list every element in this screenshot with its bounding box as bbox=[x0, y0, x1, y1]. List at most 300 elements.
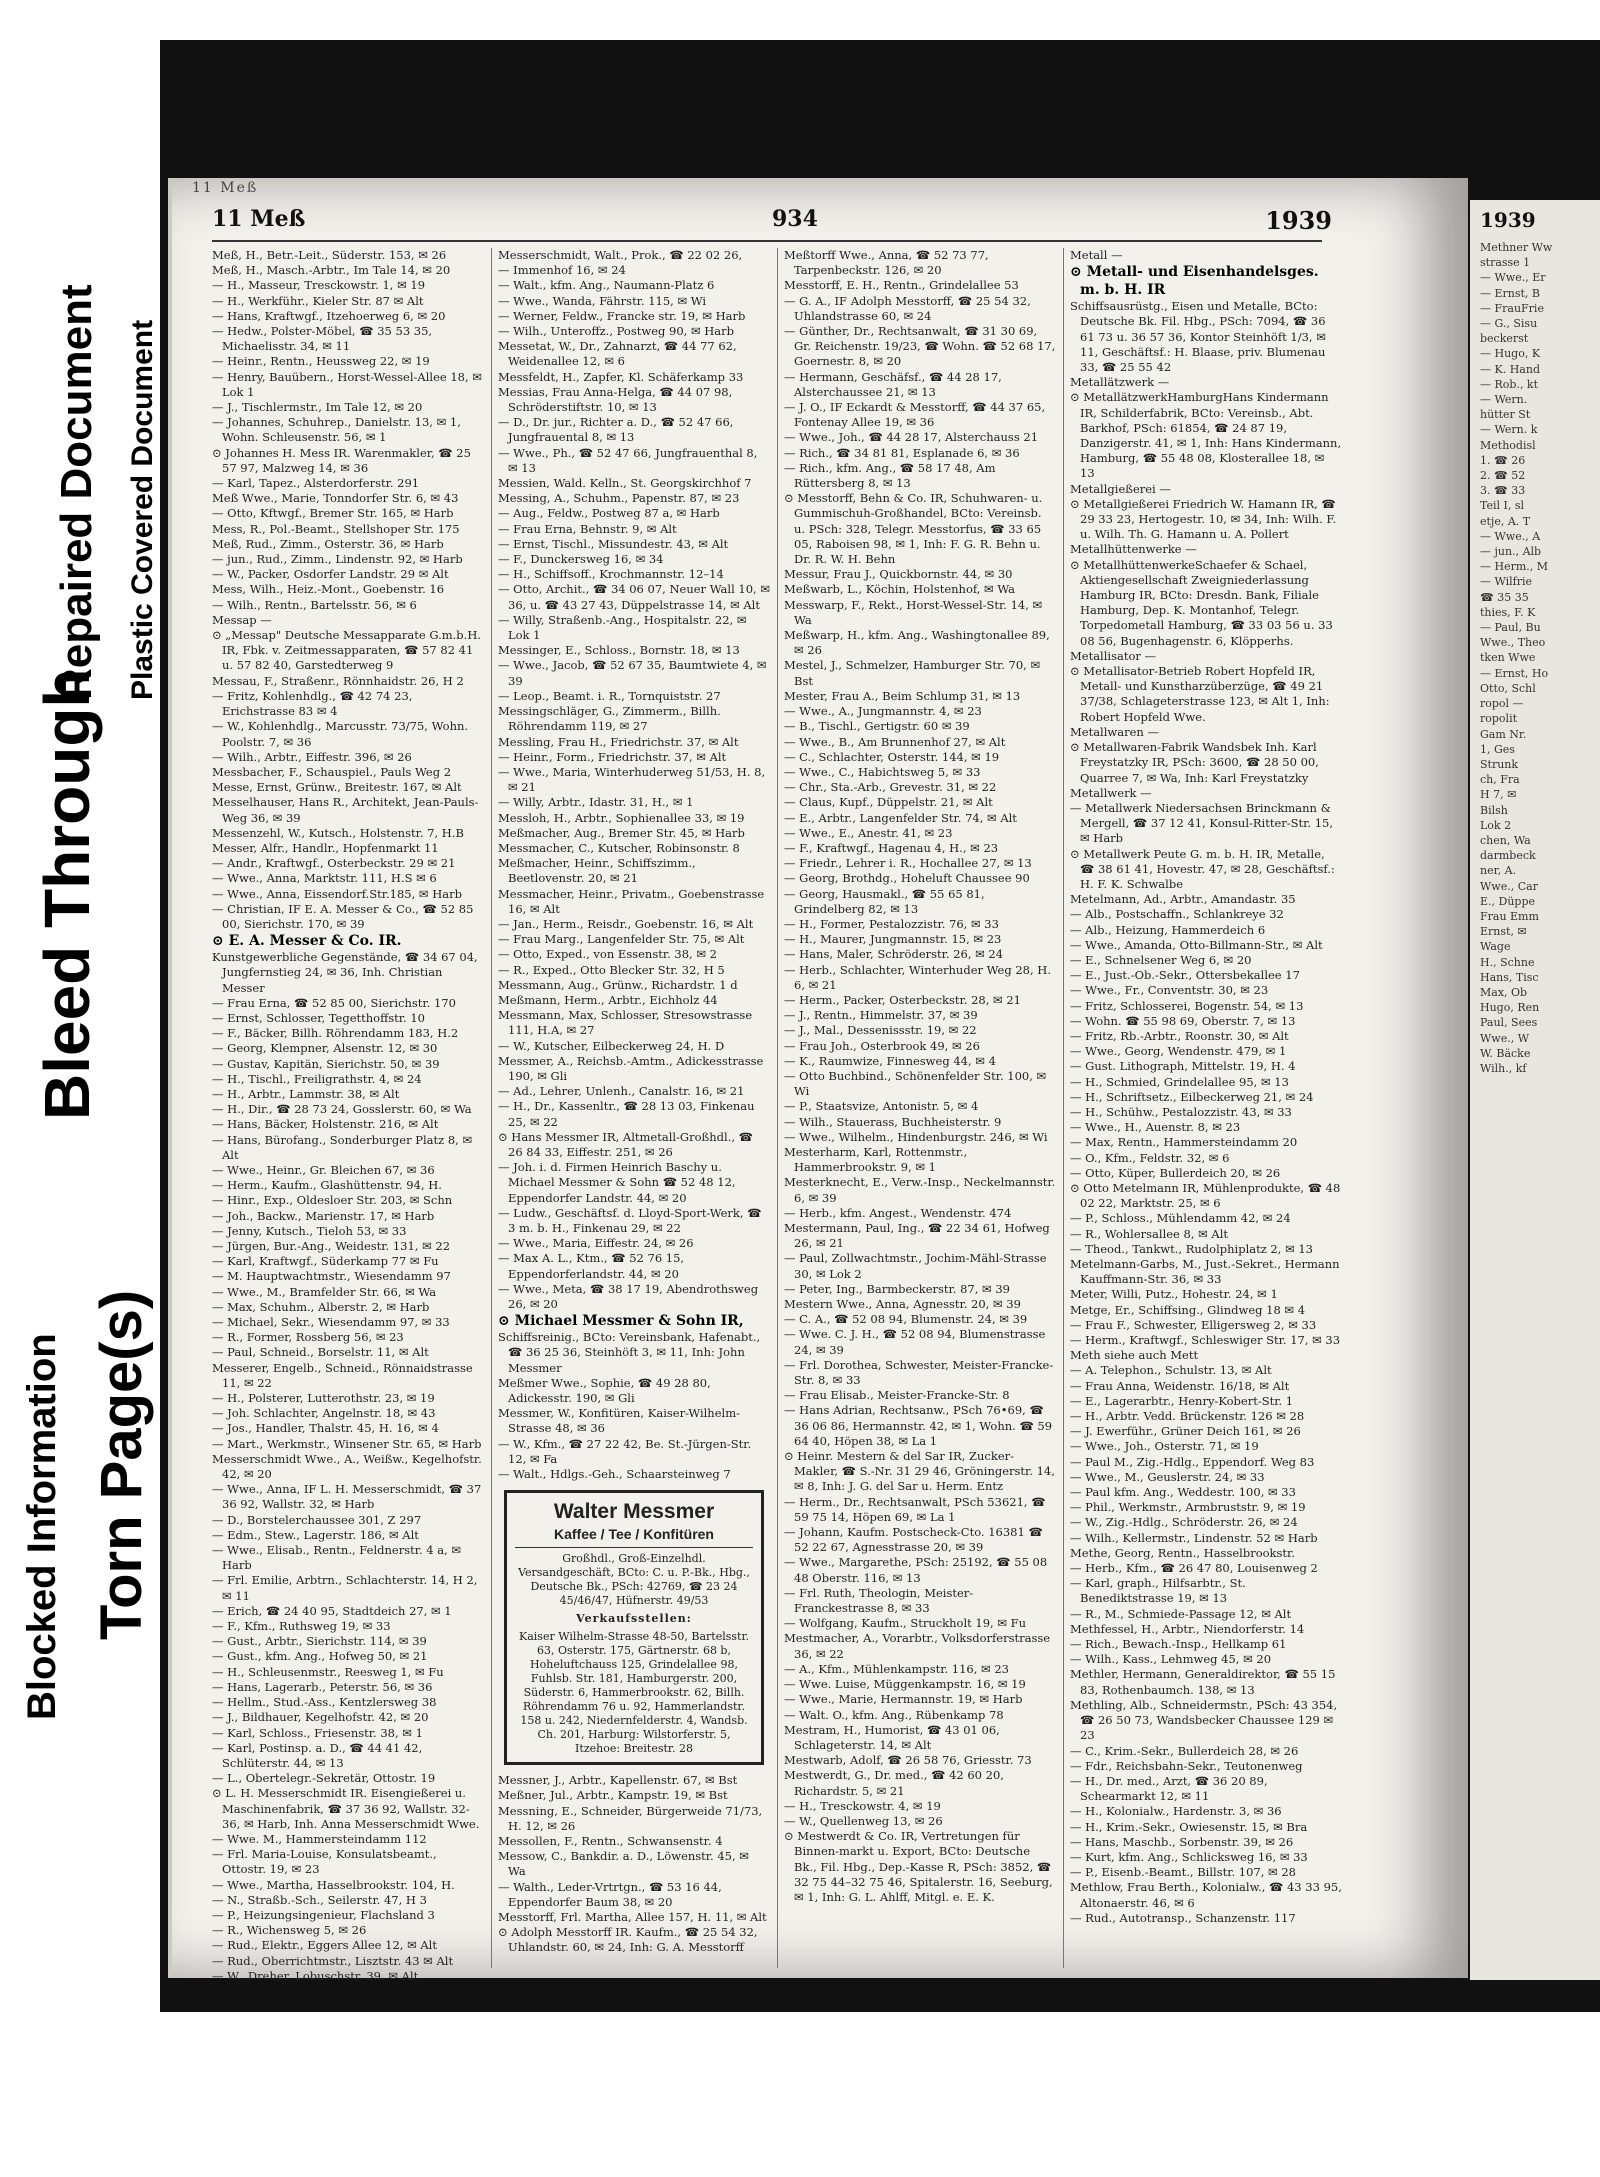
directory-entry: — Leop., Beamt. i. R., Tornquiststr. 27 bbox=[498, 688, 721, 703]
directory-entry: — Gust., Arbtr., Sierichstr. 114, ✉ 39 bbox=[212, 1634, 427, 1649]
directory-entry: — Günther, Dr., Rechtsanwalt, ☎ 31 30 69, Gr. Reichenstr. 19/23, ☎ Wohn. ☎ 52 68 17, Goernestr. 8, ✉ 20 bbox=[784, 324, 1056, 369]
directory-entry: Messien, Wald. Kelln., St. Georgskirchhof 7 bbox=[498, 476, 752, 491]
directory-entry: Meter, Willi, Putz., Hohestr. 24, ✉ 1 bbox=[1070, 1287, 1278, 1302]
directory-entry: — Mart., Werkmstr., Winsener Str. 65, ✉ Harb bbox=[212, 1436, 482, 1451]
directory-entry: — Wwe., Anna, IF L. H. Messerschmidt, ☎ 37 36 92, Wallstr. 32, ✉ Harb bbox=[212, 1482, 482, 1512]
directory-entry: Meß Wwe., Marie, Tonndorfer Str. 6, ✉ 43 bbox=[212, 491, 459, 506]
right-page-entry: Wwe., W bbox=[1480, 1031, 1530, 1045]
directory-entry: — Otto, Exped., von Essenstr. 38, ✉ 2 bbox=[498, 947, 717, 962]
directory-entry: — Walt. O., kfm. Ang., Rübenkamp 78 bbox=[784, 1707, 1004, 1722]
directory-entry: — W., Kohlenhdlg., Marcusstr. 73/75, Wohn. Poolstr. 7, ✉ 36 bbox=[212, 719, 469, 749]
directory-entry: — Herb., Kfm., ☎ 26 47 80, Louisenweg 2 bbox=[1070, 1561, 1318, 1576]
stamp-torn-pages: Torn Page(s) bbox=[89, 1289, 154, 1640]
directory-entry: Schiffsreinig., BCto: Vereinsbank, Hafenabt., ☎ 36 25 36, Steinhöft 3, ✉ 11, Inh: John Messmer bbox=[498, 1330, 761, 1375]
right-page-entry: ☎ 35 35 bbox=[1480, 590, 1529, 604]
directory-entry: — Otto, Küper, Bullerdeich 20, ✉ 26 bbox=[1070, 1165, 1281, 1180]
right-page-entry: Gam Nr. bbox=[1480, 727, 1527, 741]
directory-entry: — E., Lagerarbtr., Henry-Kobert-Str. 1 bbox=[1070, 1393, 1294, 1408]
directory-entry: Mestermann, Paul, Ing., ☎ 22 34 61, Hofweg 26, ✉ 21 bbox=[784, 1221, 1050, 1251]
directory-entry: — Hans, Maschb., Sorbenstr. 39, ✉ 26 bbox=[1070, 1834, 1294, 1849]
scan-dark-corner bbox=[1365, 40, 1600, 170]
directory-entry: Meßwarb, L., Köchin, Holstenhof, ✉ Wa bbox=[784, 582, 1016, 597]
directory-entry: — Wwe. Luise, Müggenkampstr. 16, ✉ 19 bbox=[784, 1677, 1026, 1692]
directory-entry: — Wolfgang, Kaufm., Struckholt 19, ✉ Fu bbox=[784, 1616, 1027, 1631]
directory-entry: — Joh. i. d. Firmen Heinrich Baschy u. Michael Messmer & Sohn ☎ 52 48 12, Eppendorfer Landstr. 44, ✉ 20 bbox=[498, 1160, 736, 1205]
directory-entry: — E., Arbtr., Langenfelder Str. 74, ✉ Alt bbox=[784, 810, 1017, 825]
directory-entry: — Paul kfm. Ang., Weddestr. 100, ✉ 33 bbox=[1070, 1485, 1296, 1500]
directory-entry: ⊙ Metall- und Eisenhandelsges. m. b. H. IR bbox=[1070, 264, 1319, 299]
directory-entry: — Fdr., Reichsbahn-Sekr., Teutonenweg bbox=[1070, 1758, 1303, 1773]
directory-entry: Messmer, A., Reichsb.-Amtm., Adickesstrasse 190, ✉ Gli bbox=[498, 1053, 764, 1083]
directory-entry: — Wwe., Wanda, Fährstr. 115, ✉ Wi bbox=[498, 293, 707, 308]
directory-entry: — Friedr., Lehrer i. R., Hochallee 27, ✉ 13 bbox=[784, 856, 1032, 871]
directory-entry: — Karl, Postinsp. a. D., ☎ 44 41 42, Schlüterstr. 44, ✉ 13 bbox=[212, 1740, 423, 1770]
directory-entry: Messerschmidt, Walt., Prok., ☎ 22 02 26, bbox=[498, 248, 743, 262]
directory-entry: — H., Dir., ☎ 28 73 24, Gosslerstr. 60, ✉ Wa bbox=[212, 1102, 472, 1117]
directory-entry: — H., Tresckowstr. 4, ✉ 19 bbox=[784, 1798, 941, 1813]
directory-entry: — W., Kfm., ☎ 27 22 42, Be. St.-Jürgen-Str. 12, ✉ Fa bbox=[498, 1436, 752, 1466]
directory-entry: Messollen, F., Rentn., Schwansenstr. 4 bbox=[498, 1834, 723, 1849]
directory-entry: — Rud., Elektr., Eggers Allee 12, ✉ Alt bbox=[212, 1938, 437, 1953]
directory-entry: — F., Kraftwgf., Hagenau 4, H., ✉ 23 bbox=[784, 840, 999, 855]
directory-entry: — N., Straßb.-Sch., Seilerstr. 47, H 3 bbox=[212, 1892, 427, 1907]
right-page-entry: — FrauFrie bbox=[1480, 301, 1544, 315]
directory-entry: Messinger, E., Schloss., Bornstr. 18, ✉ 13 bbox=[498, 643, 740, 658]
directory-entry: — Wwe., Heinr., Gr. Bleichen 67, ✉ 36 bbox=[212, 1162, 435, 1177]
right-page-entry: Max, Ob bbox=[1480, 985, 1528, 999]
directory-entry: — Wwe. M., Hammersteindamm 112 bbox=[212, 1831, 427, 1846]
directory-entry: — Frau Marg., Langenfelder Str. 75, ✉ Alt bbox=[498, 932, 745, 947]
directory-entry: — Johann, Kaufm. Postscheck-Cto. 16381 ☎ 52 22 67, Agnesstrasse 20, ✉ 39 bbox=[784, 1525, 1043, 1555]
directory-entry: — L., Obertelegr.-Sekretär, Ottostr. 19 bbox=[212, 1771, 436, 1786]
right-page-entry: Wwe., Car bbox=[1480, 879, 1538, 893]
directory-entry: Meth siehe auch Mett bbox=[1070, 1348, 1199, 1363]
directory-entry: — Hinr., Exp., Oldesloer Str. 203, ✉ Schn bbox=[212, 1193, 453, 1208]
right-page-year: 1939 bbox=[1480, 208, 1536, 232]
right-page-entry: Lok 2 bbox=[1480, 818, 1512, 832]
directory-entry: — Wwe., Anna, Eissendorf.Str.185, ✉ Harb bbox=[212, 886, 462, 901]
directory-entry: Meßmacher, Heinr., Schiffszimm., Beetlovenstr. 20, ✉ 21 bbox=[498, 856, 696, 886]
stamp-blocked-information: Blocked Information bbox=[20, 1333, 64, 1720]
right-page-entry: — K. Hand bbox=[1480, 362, 1540, 376]
directory-entry: — H., Maurer, Jungmannstr. 15, ✉ 23 bbox=[784, 932, 1002, 947]
right-page-entry: strasse 1 bbox=[1480, 256, 1531, 270]
header-year: 1939 bbox=[1265, 206, 1332, 235]
directory-entry: Messmann, Max, Schlosser, Stresowstrasse 111, H.A, ✉ 27 bbox=[498, 1008, 753, 1038]
column-divider bbox=[777, 248, 778, 1968]
directory-entry: Meßner, Jul., Arbtr., Kampstr. 19, ✉ Bst bbox=[498, 1788, 728, 1803]
directory-entry: — Ludw., Geschäftsf. d. Lloyd-Sport-Werk, ☎ 3 m. b. H., Finkenau 29, ✉ 22 bbox=[498, 1205, 762, 1235]
directory-entry: — H., Schriftsetz., Eilbeckerweg 21, ✉ 24 bbox=[1070, 1089, 1314, 1104]
right-page-entry: 3. ☎ 33 bbox=[1480, 484, 1526, 498]
directory-entry: — Edm., Stew., Lagerstr. 186, ✉ Alt bbox=[212, 1527, 419, 1542]
directory-entry: — Wilh., Stauerass, Buchheisterstr. 9 bbox=[784, 1114, 1002, 1129]
ad-title: Walter Messmer bbox=[553, 1500, 715, 1524]
directory-entry: — Fritz, Schlosserei, Bogenstr. 54, ✉ 13 bbox=[1070, 998, 1304, 1013]
directory-entry: — Karl, Kraftwgf., Süderkamp 77 ✉ Fu bbox=[212, 1254, 439, 1269]
right-page-entry: hütter St bbox=[1480, 408, 1531, 422]
directory-entry: Messfeldt, H., Zapfer, Kl. Schäferkamp 33 bbox=[498, 369, 744, 384]
directory-entry: — W., Packer, Osdorfer Landstr. 29 ✉ Alt bbox=[212, 567, 449, 582]
directory-entry: ⊙ Mestwerdt & Co. IR, Vertretungen für Binnen-markt u. Export, BCto: Deutsche Bk., Fil. Hbg., Dep.-Kasse R, PSch: 3852, ☎ 32 75 44–32 75 46, Spitalerstr. 16, Seeburg, ✉ 1, Inh: G. L. Ahlff, Mitgl. e. E. K. bbox=[784, 1829, 1053, 1904]
directory-entry: — Wilh., Kass., Lehmweg 45, ✉ 20 bbox=[1070, 1652, 1272, 1667]
directory-entry: Metall — bbox=[1070, 248, 1123, 262]
right-page-entry: H., Schne bbox=[1480, 955, 1535, 969]
right-page-entry: 1, Ges bbox=[1480, 742, 1515, 756]
directory-entry: — H., Masseur, Tresckowstr. 1, ✉ 19 bbox=[212, 278, 426, 293]
directory-entry: — Hans, Bäcker, Holstenstr. 216, ✉ Alt bbox=[212, 1117, 439, 1132]
directory-entry: — Alb., Heizung, Hammerdeich 6 bbox=[1070, 922, 1266, 937]
directory-entry: — Max, Rentn., Hammersteindamm 20 bbox=[1070, 1135, 1298, 1150]
directory-entry: Metelmann-Garbs, M., Just.-Sekret., Hermann Kauffmann-Str. 36, ✉ 33 bbox=[1070, 1257, 1340, 1287]
ad-subtitle: Kaffee / Tee / Konfitüren bbox=[515, 1525, 753, 1548]
directory-entry: ⊙ E. A. Messer & Co. IR. bbox=[212, 933, 402, 950]
ad-body: Großhdl., Groß-Einzelhdl. Versandgeschäft, BCto: C. u. P.-Bk., Hbg., Deutsche Bk., PSch: 42769, ☎ 23 24 45/46/47, Hüfnerstr. 49/53 bbox=[518, 1552, 750, 1608]
directory-entry: — Georg, Hausmakl., ☎ 55 65 81, Grindelberg 82, ✉ 13 bbox=[784, 886, 985, 916]
directory-entry: — H., Arbtr. Vedd. Brückenstr. 126 ✉ 28 bbox=[1070, 1409, 1305, 1424]
directory-entry: Meßwarp, H., kfm. Ang., Washingtonallee 89, ✉ 26 bbox=[784, 628, 1050, 658]
directory-entry: — Immenhof 16, ✉ 24 bbox=[498, 263, 626, 278]
directory-entry: — Wwe., Margarethe, PSch: 25192, ☎ 55 08 48 Oberstr. 116, ✉ 13 bbox=[784, 1555, 1048, 1585]
directory-entry: Messias, Frau Anna-Helga, ☎ 44 07 98, Schröderstiftstr. 10, ✉ 13 bbox=[498, 384, 733, 415]
directory-entry: Meßmann, Herm., Arbtr., Eichholz 44 bbox=[498, 992, 718, 1007]
directory-entry: — Otto Buchbind., Schönenfelder Str. 100, ✉ Wi bbox=[784, 1068, 1047, 1099]
directory-entry: Metge, Er., Schiffsing., Glindweg 18 ✉ 4 bbox=[1070, 1302, 1306, 1317]
directory-entry: — G. A., IF Adolph Messtorff, ☎ 25 54 32, Uhlandstrasse 60, ✉ 24 bbox=[784, 293, 1031, 323]
directory-entry: Meß, Rud., Zimm., Osterstr. 36, ✉ Harb bbox=[212, 536, 444, 551]
directory-entry: — Gust. Lithograph, Mittelstr. 19, H. 4 bbox=[1070, 1059, 1296, 1074]
directory-entry: — Frau Joh., Osterbrook 49, ✉ 26 bbox=[784, 1038, 980, 1053]
directory-entry: — Wwe., Joh., ☎ 44 28 17, Alsterchauss 21 bbox=[784, 430, 1039, 445]
directory-entry: — Joh., Backw., Marienstr. 17, ✉ Harb bbox=[212, 1208, 435, 1223]
directory-entry: — Frl. Dorothea, Schwester, Meister-Francke-Str. 8, ✉ 33 bbox=[784, 1357, 1054, 1388]
directory-entry: — Wwe. C. J. H., ☎ 52 08 94, Blumenstrasse 24, ✉ 39 bbox=[784, 1327, 1046, 1357]
directory-entry: — D., Dr. jur., Richter a. D., ☎ 52 47 66, Jungfrauental 8, ✉ 13 bbox=[498, 415, 734, 445]
directory-entry: Kunstgewerbliche Gegenstände, ☎ 34 67 04, Jungfernstieg 24, ✉ 36, Inh. Christian Messer bbox=[212, 950, 478, 995]
directory-entry: — Wwe., Maria, Winterhuderweg 51/53, H. 8, ✉ 21 bbox=[498, 764, 766, 795]
directory-entry: Metelmann, Ad., Arbtr., Amandastr. 35 bbox=[1070, 892, 1296, 907]
directory-entry: Messetat, W., Dr., Zahnarzt, ☎ 44 77 62, Weidenallee 12, ✉ 6 bbox=[498, 339, 737, 369]
right-page-entry: ch, Fra bbox=[1480, 773, 1520, 787]
directory-entry: — Wwe., H., Auenstr. 8, ✉ 23 bbox=[1070, 1120, 1241, 1135]
directory-entry: — Karl, Tapez., Alsterdorferstr. 291 bbox=[212, 476, 420, 491]
right-page-entry: Teil I, sl bbox=[1480, 499, 1525, 513]
right-page-entry: — Wern. k bbox=[1480, 423, 1538, 437]
directory-entry: Methling, Alb., Schneidermstr., PSch: 43 354, ☎ 26 50 73, Wandsbecker Chaussee 129 ✉ 23 bbox=[1070, 1697, 1338, 1743]
directory-entry: — B., Tischl., Gertigstr. 60 ✉ 39 bbox=[784, 719, 970, 734]
directory-entry: Mestwerdt, G., Dr. med., ☎ 42 60 20, Richardstr. 5, ✉ 21 bbox=[784, 1768, 1004, 1798]
right-page-entry: Paul, Sees bbox=[1480, 1016, 1538, 1030]
directory-entry: — Hans Adrian, Rechtsanw., PSch 76•69, ☎ 36 06 86, Hermannstr. 42, ✉ 1, Wohn. ☎ 59 64 40, Höpen 38, ✉ La 1 bbox=[784, 1403, 1053, 1448]
stamp-bleed-through: Bleed Through bbox=[31, 668, 103, 1120]
directory-entry: — Paul M., Zig.-Hdlg., Eppendorf. Weg 83 bbox=[1070, 1454, 1315, 1469]
directory-entry: — Phil., Werkmstr., Armbruststr. 9, ✉ 19 bbox=[1070, 1500, 1306, 1515]
directory-entry: — Herm., Dr., Rechtsanwalt, PSch 53621, ☎ 59 75 14, Höpen 69, ✉ La 1 bbox=[784, 1494, 1046, 1524]
directory-entry: — Christian, IF E. A. Messer & Co., ☎ 52 85 00, Sierichstr. 170, ✉ 39 bbox=[212, 901, 474, 931]
directory-entry: — J., Rentn., Himmelstr. 37, ✉ 39 bbox=[784, 1008, 978, 1023]
right-page-entry: — jun., Alb bbox=[1480, 545, 1542, 559]
directory-entry: — Herm., Kraftwgf., Schleswiger Str. 17, ✉ 33 bbox=[1070, 1333, 1341, 1348]
directory-entry: — Wwe., Marie, Hermannstr. 19, ✉ Harb bbox=[784, 1692, 1023, 1707]
stamp-repaired-document: Repaired Document bbox=[52, 284, 101, 700]
directory-entry: — Walth., Leder-Vrtrtgn., ☎ 53 16 44, Eppendorfer Baum 38, ✉ 20 bbox=[498, 1879, 722, 1909]
directory-entry: — R., Wohlersallee 8, ✉ Alt bbox=[1070, 1226, 1229, 1241]
directory-entry: ⊙ Johannes H. Mess IR. Warenmakler, ☎ 25 57 97, Malzweg 14, ✉ 36 bbox=[212, 445, 471, 475]
directory-entry: — Rud., Autotransp., Schanzenstr. 117 bbox=[1070, 1910, 1296, 1925]
directory-entry: — Wwe., Elisab., Rentn., Feldnerstr. 4 a, ✉ Harb bbox=[212, 1543, 462, 1573]
directory-entry: Messtorff, E. H., Rentn., Grindelallee 53 bbox=[784, 278, 1019, 293]
directory-page-left bbox=[168, 178, 1468, 1983]
directory-entry: Mess, Wilh., Heiz.-Mont., Goebenstr. 16 bbox=[212, 582, 445, 597]
directory-entry: Metallwaren — bbox=[1070, 724, 1159, 739]
directory-entry: — E., Schnelsener Weg 6, ✉ 20 bbox=[1070, 952, 1252, 967]
directory-entry: — Wwe., B., Am Brunnenhof 27, ✉ Alt bbox=[784, 734, 1006, 749]
right-page-entry: — Herm., M bbox=[1480, 560, 1549, 574]
directory-entry: — Jürgen, Bur.-Ang., Weidestr. 131, ✉ 22 bbox=[212, 1239, 451, 1253]
directory-entry: — Ernst, Schlosser, Tegetthoffstr. 10 bbox=[212, 1010, 425, 1025]
directory-entry: — Willy, Arbtr., Idastr. 31, H., ✉ 1 bbox=[498, 795, 694, 810]
directory-entry: Messerer, Engelb., Schneid., Rönnaidstrasse 11, ✉ 22 bbox=[212, 1360, 473, 1390]
directory-entry: — Hermann, Geschäfsf., ☎ 44 28 17, Alsterchaussee 21, ✉ 13 bbox=[784, 369, 1002, 399]
directory-entry: Messerschmidt Wwe., A., Weißw., Kegelhofstr. 42, ✉ 20 bbox=[212, 1451, 482, 1482]
directory-entry: — W., Kutscher, Eilbeckerweg 24, H. D bbox=[498, 1038, 725, 1053]
right-page-entry: thies, F. K bbox=[1480, 605, 1536, 619]
directory-entry: — Wwe., Anna, Marktstr. 111, H.S ✉ 6 bbox=[212, 871, 437, 886]
directory-entry: — Wwe., A., Jungmannstr. 4, ✉ 23 bbox=[784, 704, 982, 719]
directory-entry: — Fritz, Kohlenhdlg., ☎ 42 74 23, Erichstrasse 83 ✉ 4 bbox=[212, 688, 413, 719]
directory-entry: — Wwe., Wilhelm., Hindenburgstr. 246, ✉ Wi bbox=[784, 1129, 1048, 1144]
directory-entry: Schiffsausrüstg., Eisen und Metalle, BCto: Deutsche Bk. Fil. Hbg., PSch: 7094, ☎ 36 61 73 u. 36 57 36, Kontor Steinhöft 1/3, ✉ 11, Geschäftsf.: H. Blaase, priv. Blumenau 33, ☎ 25 55 42 bbox=[1070, 299, 1326, 375]
directory-entry: — H., Kolonialw., Hardenstr. 3, ✉ 36 bbox=[1070, 1804, 1282, 1819]
column-2 bbox=[498, 248, 770, 1968]
directory-entry: — Fritz, Rb.-Arbtr., Roonstr. 30, ✉ Alt bbox=[1070, 1028, 1289, 1043]
directory-entry: — Walt., Hdlgs.-Geh., Schaarsteinweg 7 bbox=[498, 1467, 731, 1482]
right-page-entry: Wage bbox=[1480, 940, 1511, 954]
directory-entry: — Peter, Ing., Barmbeckerstr. 87, ✉ 39 bbox=[784, 1281, 1010, 1296]
directory-entry: — W., Zig.-Hdlg., Schröderstr. 26, ✉ 24 bbox=[1070, 1515, 1298, 1530]
directory-entry: Methler, Hermann, Generaldirektor, ☎ 55 15 83, Rothenbaumch. 138, ✉ 13 bbox=[1070, 1667, 1336, 1697]
directory-entry: — Karl, graph., Hilfsarbtr., St. Benediktstrasse 19, ✉ 13 bbox=[1070, 1576, 1246, 1606]
directory-entry: — F., Kfm., Ruthsweg 19, ✉ 33 bbox=[212, 1619, 391, 1634]
directory-entry: — Aug., Feldw., Postweg 87 a, ✉ Harb bbox=[498, 506, 720, 521]
directory-entry: — R., Former, Rossberg 56, ✉ 23 bbox=[212, 1330, 404, 1345]
directory-entry: — Wwe., M., Geuslerstr. 24, ✉ 33 bbox=[1070, 1469, 1265, 1484]
directory-entry: — Wwe., Meta, ☎ 38 17 19, Abendrothsweg 26, ✉ 20 bbox=[498, 1281, 759, 1312]
directory-entry: ⊙ Adolph Messtorff IR. Kaufm., ☎ 25 54 32, Uhlandstr. 60, ✉ 24, Inh: G. A. Messtorff bbox=[498, 1925, 758, 1955]
right-page-entry: — Wilfrie bbox=[1480, 575, 1533, 589]
directory-entry: Mestmacher, A., Vorarbtr., Volksdorferstrasse 36, ✉ 22 bbox=[784, 1631, 1051, 1661]
directory-entry: — Wilh., Arbtr., Eiffestr. 396, ✉ 26 bbox=[212, 749, 412, 764]
right-page-entry: beckerst bbox=[1480, 332, 1529, 346]
directory-entry: — P., Heizungsingenieur, Flachsland 3 bbox=[212, 1907, 435, 1922]
directory-entry: — Alb., Postschaffn., Schlankreye 32 bbox=[1070, 907, 1284, 922]
directory-entry: Messenzehl, W., Kutsch., Holstenstr. 7, H.B bbox=[212, 825, 464, 840]
directory-entry: — Wwe., Fr., Conventstr. 30, ✉ 23 bbox=[1070, 983, 1269, 998]
right-page-entry: Otto, Schl bbox=[1480, 681, 1536, 695]
directory-entry: — Erich, ☎ 24 40 95, Stadtdeich 27, ✉ 1 bbox=[212, 1603, 452, 1618]
directory-entry: Messmacher, C., Kutscher, Robinsonstr. 8 bbox=[498, 840, 740, 855]
directory-entry: — J., Bildhauer, Kegelhofstr. 42, ✉ 20 bbox=[212, 1710, 429, 1725]
directory-entry: — Hellm., Stud.-Ass., Kentzlersweg 38 bbox=[212, 1695, 437, 1710]
directory-entry: — Wwe., E., Anestr. 41, ✉ 23 bbox=[784, 825, 953, 840]
directory-entry: — Wilh., Rentn., Bartelsstr. 56, ✉ 6 bbox=[212, 597, 417, 612]
right-page-entry: — Wern. bbox=[1480, 393, 1528, 407]
directory-entry: — P., Staatsvize, Antonistr. 5, ✉ 4 bbox=[784, 1099, 979, 1114]
directory-entry: Metallhüttenwerke — bbox=[1070, 542, 1197, 557]
right-page-entry: chen, Wa bbox=[1480, 833, 1531, 847]
directory-entry: ⊙ Metallgießerei Friedrich W. Hamann IR, ☎ 29 33 23, Hertogestr. 10, ✉ 34, Inh: Wilh. F. u. Wilh. Th. G. Hamann u. A. Pollert bbox=[1070, 496, 1337, 542]
directory-entry: — Wilh., Kellermstr., Lindenstr. 52 ✉ Harb bbox=[1070, 1530, 1318, 1545]
right-page-entry: Wilh., kf bbox=[1480, 1061, 1527, 1075]
directory-entry: — H., Schühw., Pestalozzistr. 43, ✉ 33 bbox=[1070, 1104, 1292, 1119]
right-page-entry: W. Bäcke bbox=[1480, 1046, 1531, 1060]
directory-entry: — Georg, Klempner, Alsenstr. 12, ✉ 30 bbox=[212, 1041, 438, 1056]
directory-entry: — Karl, Schloss., Friesenstr. 38, ✉ 1 bbox=[212, 1725, 423, 1740]
right-page-entry: 2. ☎ 52 bbox=[1480, 469, 1526, 483]
directory-entry: — Herb., Schlachter, Winterhuder Weg 28, H. 6, ✉ 21 bbox=[784, 962, 1051, 992]
directory-entry: — C. A., ☎ 52 08 94, Blumenstr. 24, ✉ 39 bbox=[784, 1312, 1028, 1327]
scanned-page bbox=[160, 40, 1600, 2012]
directory-entry: — Claus, Kupf., Düppelstr. 21, ✉ Alt bbox=[784, 795, 993, 810]
directory-entry: — K., Raumwize, Finnesweg 44, ✉ 4 bbox=[784, 1053, 996, 1068]
directory-entry: — Hans, Lagerarb., Peterstr. 56, ✉ 36 bbox=[212, 1679, 433, 1694]
directory-entry: — Rich., ☎ 34 81 81, Esplanade 6, ✉ 36 bbox=[784, 445, 1020, 460]
directory-entry: — J. O., IF Eckardt & Messtorff, ☎ 44 37 65, Fontenay Allee 19, ✉ 36 bbox=[784, 400, 1046, 430]
directory-entry: Messwarp, F., Rekt., Horst-Wessel-Str. 14, ✉ Wa bbox=[784, 597, 1043, 627]
directory-entry: — J., Mal., Dessenissstr. 19, ✉ 22 bbox=[784, 1023, 977, 1038]
directory-entry: — Werner, Feldw., Francke str. 19, ✉ Harb bbox=[498, 308, 746, 323]
directory-entry: — Joh. Schlachter, Angelnstr. 18, ✉ 43 bbox=[212, 1406, 436, 1421]
directory-entry: — Walt., kfm. Ang., Naumann-Platz 6 bbox=[498, 278, 715, 293]
directory-entry: — C., Schlachter, Osterstr. 144, ✉ 19 bbox=[784, 749, 1000, 764]
right-page-entry: darmbeck bbox=[1480, 849, 1536, 863]
directory-entry: Messbacher, F., Schauspiel., Pauls Weg 2 bbox=[212, 764, 452, 779]
directory-entry: — Hans, Kraftwgf., Itzehoerweg 6, ✉ 20 bbox=[212, 308, 446, 323]
directory-entry: — Kurt, kfm. Ang., Schlicksweg 16, ✉ 33 bbox=[1070, 1849, 1308, 1864]
directory-entry: — M. Hauptwachtmstr., Wiesendamm 97 bbox=[212, 1269, 451, 1284]
directory-entry: ⊙ Metallwaren-Fabrik Wandsbek Inh. Karl Freystatzky IR, PSch: 3600, ☎ 28 50 00, Quarree 7, ✉ Wa, Inh: Karl Freystatzky bbox=[1070, 740, 1319, 785]
right-page-entry: Hugo, Ren bbox=[1480, 1001, 1540, 1015]
directory-entry: Messing, A., Schuhm., Papenstr. 87, ✉ 23 bbox=[498, 491, 740, 506]
directory-entry: — Frau Erna, ☎ 52 85 00, Sierichstr. 170 bbox=[212, 995, 456, 1010]
directory-entry: ⊙ Hans Messmer IR, Altmetall-Großhdl., ☎ 26 84 33, Eiffestr. 251, ✉ 26 bbox=[498, 1129, 753, 1159]
header-rule bbox=[212, 240, 1322, 242]
directory-entry: — Hedw., Polster-Möbel, ☎ 35 53 35, Michaelisstr. 34, ✉ 11 bbox=[212, 324, 433, 354]
directory-entry: — J., Tischlermstr., Im Tale 12, ✉ 20 bbox=[212, 400, 423, 415]
directory-entry: — Wwe., Maria, Eiffestr. 24, ✉ 26 bbox=[498, 1236, 694, 1251]
directory-entry: Methlow, Frau Berth., Kolonialw., ☎ 43 33 95, Altonaerstr. 46, ✉ 6 bbox=[1070, 1880, 1342, 1910]
page-header bbox=[212, 206, 1332, 236]
directory-entry: Messner, J., Arbtr., Kapellenstr. 67, ✉ Bst bbox=[498, 1773, 738, 1788]
directory-entry: — Frau Erna, Behnstr. 9, ✉ Alt bbox=[498, 521, 677, 536]
directory-entry: — Frl. Emilie, Arbtrn., Schlachterstr. 14, H 2, ✉ 11 bbox=[212, 1573, 478, 1603]
directory-entry: Messmann, Aug., Grünw., Richardstr. 1 d bbox=[498, 977, 738, 992]
directory-entry: Mestern Wwe., Anna, Agnesstr. 20, ✉ 39 bbox=[784, 1297, 1021, 1312]
directory-entry: Mester, Frau A., Beim Schlump 31, ✉ 13 bbox=[784, 688, 1021, 703]
directory-entry: Messmacher, Heinr., Privatm., Goebenstrasse 16, ✉ Alt bbox=[498, 886, 765, 916]
directory-entry: ⊙ „Messap" Deutsche Messapparate G.m.b.H. IR, Fbk. v. Zeitmessapparaten, ☎ 57 82 41 u. 57 82 40, Garstedterweg 9 bbox=[212, 628, 482, 673]
directory-entry: Meßtorff Wwe., Anna, ☎ 52 73 77, Tarpenbeckstr. 126, ✉ 20 bbox=[784, 248, 989, 278]
directory-entry: — Max A. L., Ktm., ☎ 52 76 15, Eppendorferlandstr. 44, ✉ 20 bbox=[498, 1251, 685, 1281]
right-page-entry: ner, A. bbox=[1480, 864, 1517, 878]
directory-entry: — R., Wichensweg 5, ✉ 26 bbox=[212, 1923, 367, 1938]
directory-page-right bbox=[1470, 200, 1600, 1980]
directory-entry: Messmer, W., Konfitüren, Kaiser-Wilhelm-Strasse 48, ✉ 36 bbox=[498, 1406, 740, 1436]
directory-entry: — Frl. Maria-Louise, Konsulatsbeamt., Ottostr. 19, ✉ 23 bbox=[212, 1847, 437, 1877]
right-page-entry: etje, A. T bbox=[1480, 514, 1531, 528]
directory-entry: — Jos., Handler, Thalstr. 45, H. 16, ✉ 4 bbox=[212, 1421, 439, 1436]
directory-entry: — Paul, Zollwachtmstr., Jochim-Mähl-Strasse 30, ✉ Lok 2 bbox=[784, 1251, 1047, 1281]
directory-entry: — Ad., Lehrer, Unlenh., Canalstr. 16, ✉ 21 bbox=[498, 1084, 745, 1099]
right-page-entry: Bilsh bbox=[1480, 803, 1508, 817]
directory-entry: — W., Quellenweg 13, ✉ 26 bbox=[784, 1813, 943, 1828]
right-page-entry: E., Düppe bbox=[1480, 894, 1536, 908]
directory-entry: — Ernst, Tischl., Missundestr. 43, ✉ Alt bbox=[498, 536, 729, 551]
directory-entry: Messau, F., Straßenr., Rönnhaidstr. 26, H 2 bbox=[212, 673, 464, 688]
directory-entry: — H., Krim.-Sekr., Owiesenstr. 15, ✉ Bra bbox=[1070, 1819, 1308, 1834]
directory-entry: — Paul, Schneid., Borselstr. 11, ✉ Alt bbox=[212, 1345, 429, 1360]
directory-entry: Messap — bbox=[212, 612, 272, 627]
directory-entry: — Georg, Brothdg., Hoheluft Chaussee 90 bbox=[784, 871, 1030, 886]
directory-entry: — Jan., Herm., Reisdr., Goebenstr. 16, ✉ Alt bbox=[498, 916, 754, 931]
directory-entry: — H., Werkführ., Kieler Str. 87 ✉ Alt bbox=[212, 293, 424, 308]
directory-entry: — Hans, Bürofang., Sonderburger Platz 8, ✉ Alt bbox=[212, 1132, 473, 1162]
directory-entry: — Frau Anna, Weidenstr. 16/18, ✉ Alt bbox=[1070, 1378, 1290, 1393]
directory-entry: — H., Polsterer, Lutterothstr. 23, ✉ 19 bbox=[212, 1391, 435, 1406]
directory-entry: — Johannes, Schuhrep., Danielstr. 13, ✉ 1, Wohn. Schleusenstr. 56, ✉ 1 bbox=[212, 415, 461, 445]
directory-entry: — Wwe., Ph., ☎ 52 47 66, Jungfrauenthal 8, ✉ 13 bbox=[498, 445, 758, 475]
directory-entry: Metallgießerei — bbox=[1070, 481, 1171, 496]
directory-entry: Meß, H., Betr.-Leit., Süderstr. 153, ✉ 26 bbox=[212, 248, 447, 262]
directory-entry: — Gust., kfm. Ang., Hofweg 50, ✉ 21 bbox=[212, 1649, 428, 1664]
directory-entry: Messling, Frau H., Friedrichstr. 37, ✉ Alt bbox=[498, 734, 739, 749]
directory-entry: — Otto, Archit., ☎ 34 06 07, Neuer Wall 10, ✉ 36, u. ☎ 43 27 43, Düppelstrasse 14, ✉ Alt bbox=[498, 582, 770, 612]
right-page-entry: — Wwe., A bbox=[1480, 529, 1541, 543]
directory-entry: — H., Arbtr., Lammstr. 38, ✉ Alt bbox=[212, 1086, 400, 1101]
directory-entry: — Herm., Packer, Osterbeckstr. 28, ✉ 21 bbox=[784, 992, 1021, 1007]
directory-entry: Mesterharm, Karl, Rottenmstr., Hammerbrookstr. 9, ✉ 1 bbox=[784, 1144, 968, 1175]
directory-entry: — Rud., Oberrichtmstr., Lisztstr. 43 ✉ Alt bbox=[212, 1953, 454, 1968]
directory-entry: — Max, Schuhm., Alberstr. 2, ✉ Harb bbox=[212, 1299, 430, 1314]
directory-entry: Methfessel, H., Arbtr., Niendorferstr. 14 bbox=[1070, 1621, 1305, 1636]
ad-stores-list: Kaiser Wilhelm-Strasse 48-50, Bartelsstr. 63, Osterstr. 175, Gärtnerstr. 68 b, Hoheluftchauss 125, Grindelallee 98, Fuhlsb. Str. 181, Hamburgerstr. 200, Süderstr. 6, Hammerbrookstr. 62, Billh. Röhrendamm 76 u. 92, Hammerlandstr. 158 u. 242, Niedernfelderstr. 4, Wandsb. Ch. 201, Harburg: Wilstorferstr. 5, Itzehoe: Breitestr. 28 bbox=[519, 1630, 749, 1756]
column-divider bbox=[1063, 248, 1064, 1968]
directory-entry: — jun., Rud., Zimm., Lindenstr. 92, ✉ Harb bbox=[212, 552, 463, 567]
right-page-entry: Hans, Tisc bbox=[1480, 970, 1539, 984]
directory-entry: — Frau F., Schwester, Elligersweg 2, ✉ 33 bbox=[1070, 1317, 1317, 1332]
directory-entry: — H., Former, Pestalozzistr. 76, ✉ 33 bbox=[784, 916, 999, 931]
right-page-entry: Frau Emm bbox=[1480, 909, 1539, 923]
directory-entry: Mesterknecht, E., Verw.-Insp., Neckelmannstr. 6, ✉ 39 bbox=[784, 1175, 1056, 1205]
directory-entry: Messning, E., Schneider, Bürgerweide 71/73, H. 12, ✉ 26 bbox=[498, 1803, 763, 1833]
column-1 bbox=[212, 248, 484, 1983]
directory-entry: — H., Dr. med., Arzt, ☎ 36 20 89, Schearmarkt 12, ✉ 11 bbox=[1070, 1773, 1268, 1804]
right-page-entry: Strunk bbox=[1480, 757, 1519, 771]
directory-entry: — R., M., Schmiede-Passage 12, ✉ Alt bbox=[1070, 1606, 1292, 1621]
right-page-entry: — Paul, Bu bbox=[1480, 621, 1541, 635]
directory-entry: — O., Kfm., Feldstr. 32, ✉ 6 bbox=[1070, 1150, 1230, 1165]
directory-entry: Mestel, J., Schmelzer, Hamburger Str. 70, ✉ Bst bbox=[784, 658, 1041, 688]
directory-entry: — Willy, Straßenb.-Ang., Hospitalstr. 22, ✉ Lok 1 bbox=[498, 612, 747, 643]
right-page-entry: — G., Sisu bbox=[1480, 317, 1538, 331]
directory-entry: — Wwe., Martha, Hasselbrookstr. 104, H. bbox=[212, 1877, 455, 1892]
directory-entry: Messer, Alfr., Handlr., Hopfenmarkt 11 bbox=[212, 840, 439, 855]
directory-entry: Mestwarb, Adolf, ☎ 26 58 76, Griesstr. 73 bbox=[784, 1753, 1032, 1768]
directory-entry: Mess, R., Pol.-Beamt., Stellshoper Str. 175 bbox=[212, 521, 460, 536]
directory-entry: Methe, Georg, Rentn., Hasselbrookstr. bbox=[1070, 1545, 1295, 1560]
directory-entry: — H., Schiffsoff., Krochmannstr. 12–14 bbox=[498, 567, 724, 582]
directory-entry: ⊙ Michael Messmer & Sohn IR, bbox=[498, 1313, 744, 1330]
